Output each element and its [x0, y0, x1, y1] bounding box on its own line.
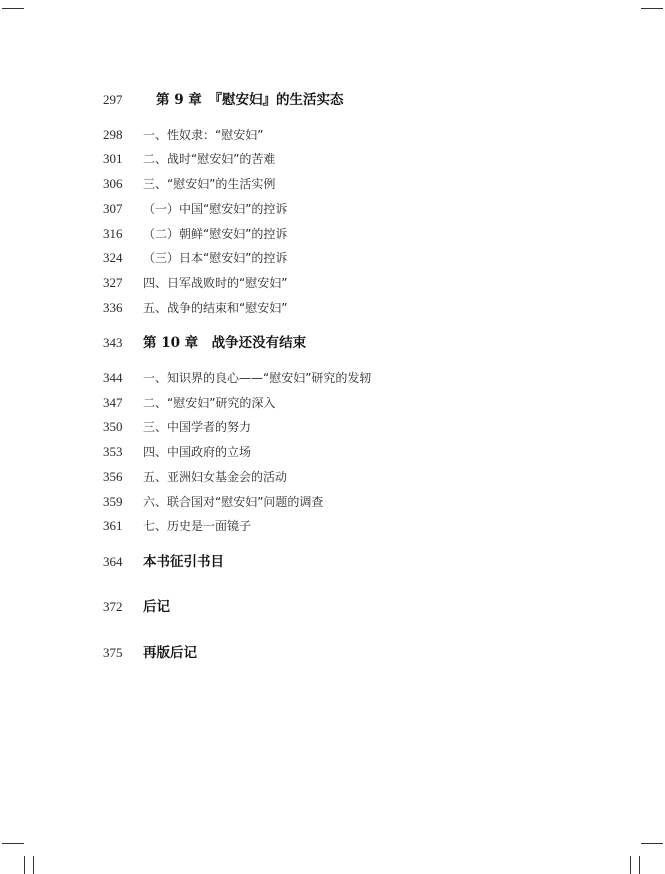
- toc-page-number: 356: [103, 469, 123, 484]
- toc-entry-chapter-10: [0, 332, 665, 354]
- toc-page-number: 298: [103, 127, 123, 142]
- toc-page-number: 343: [103, 335, 123, 350]
- toc-page-number: 336: [103, 300, 123, 315]
- toc-section-title: 四、中国政府的立场: [143, 445, 252, 459]
- toc-chapter-title: 第 9 章 『慰安妇』的生活实态: [156, 92, 344, 108]
- toc-entry-second-edition-afterword: [0, 642, 665, 664]
- toc-entry: [0, 416, 665, 438]
- toc-chapter-title: 再版后记: [143, 645, 197, 661]
- toc-entry: [0, 272, 665, 294]
- toc-entry: [0, 223, 665, 245]
- toc-entry-bibliography: [0, 551, 665, 573]
- toc-subsection-title: （二）朝鲜“慰安妇”的控诉: [143, 227, 288, 241]
- toc-page-number: 324: [103, 250, 123, 265]
- toc-entry-chapter-9: [0, 89, 665, 111]
- toc-page-number: 327: [103, 275, 123, 290]
- toc-section-title: 一、性奴隶：“慰安妇”: [143, 128, 264, 142]
- toc-page-number: 306: [103, 176, 123, 191]
- toc-section-title: 四、日军战败时的“慰安妇”: [143, 276, 288, 290]
- toc-entry: [0, 198, 665, 220]
- toc-section-title: 五、亚洲妇女基金会的活动: [143, 470, 288, 484]
- toc-page-number: 353: [103, 444, 123, 459]
- toc-page-number: 307: [103, 201, 123, 216]
- toc-section-title: 五、战争的结束和“慰安妇”: [143, 301, 288, 315]
- toc-page-number: 375: [103, 645, 123, 660]
- toc-section-title: 一、知识界的良心——“慰安妇”研究的发轫: [143, 371, 372, 385]
- toc-page-number: 344: [103, 370, 123, 385]
- toc-entry-afterword: [0, 596, 665, 618]
- toc-chapter-title: 后记: [143, 599, 170, 615]
- toc-entry: [0, 173, 665, 195]
- toc-entry: [0, 367, 665, 389]
- toc-section-title: 三、中国学者的努力: [143, 420, 252, 434]
- toc-section-title: 七、历史是一面镜子: [143, 519, 252, 533]
- toc-chapter-title: 第 10 章 战争还没有结束: [143, 335, 307, 351]
- toc-section-title: 二、战时“慰安妇”的苦难: [143, 152, 276, 166]
- toc-subsection-title: （三）日本“慰安妇”的控诉: [143, 251, 288, 265]
- toc-entry: [0, 247, 665, 269]
- toc-entry: [0, 124, 665, 146]
- toc-page-number: 316: [103, 226, 123, 241]
- toc-entry: [0, 441, 665, 463]
- toc-page-number: 347: [103, 395, 123, 410]
- toc-chapter-title: 本书征引书目: [143, 554, 224, 570]
- toc-entry: [0, 148, 665, 170]
- toc-section-title: 三、“慰安妇”的生活实例: [143, 177, 276, 191]
- toc-section-title: 六、联合国对“慰安妇”问题的调查: [143, 495, 324, 509]
- toc-entry: [0, 515, 665, 537]
- toc-subsection-title: （一）中国“慰安妇”的控诉: [143, 202, 288, 216]
- toc-section-title: 二、“慰安妇”研究的深入: [143, 396, 276, 410]
- toc-page-number: 361: [103, 518, 123, 533]
- toc-page-number: 301: [103, 151, 123, 166]
- toc-page-number: 364: [103, 554, 123, 569]
- toc-page-number: 350: [103, 419, 123, 434]
- toc-entry: [0, 297, 665, 319]
- toc-entry: [0, 491, 665, 513]
- toc-page-number: 359: [103, 494, 123, 509]
- toc-entry: [0, 466, 665, 488]
- toc-page-number: 372: [103, 599, 123, 614]
- toc-page-number: 297: [103, 92, 123, 107]
- toc-entry: [0, 392, 665, 414]
